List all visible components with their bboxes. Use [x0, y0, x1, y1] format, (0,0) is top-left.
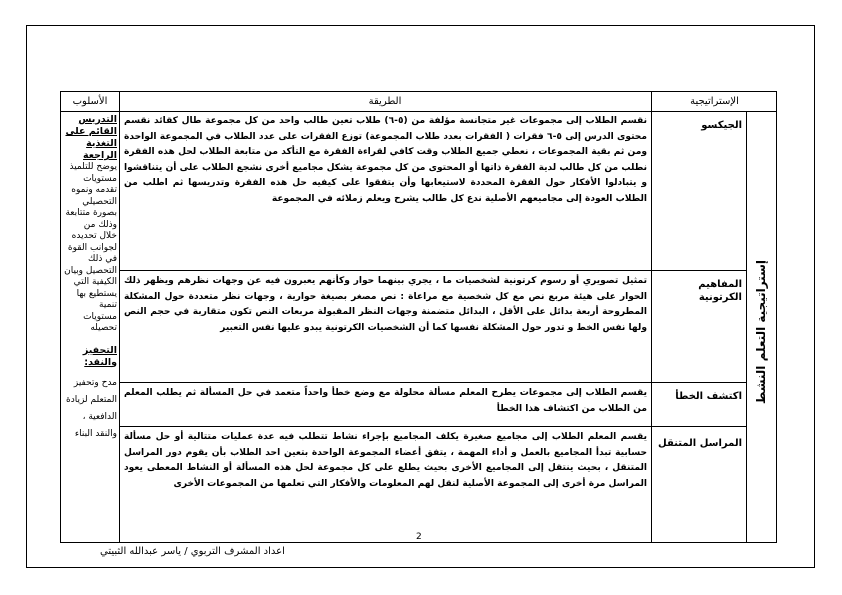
strategy-name-jigsaw: الجيكسو: [701, 120, 742, 131]
strategy-name-cartoon-concepts: المفاهيم الكرتونية: [698, 279, 742, 303]
page-number: 2: [416, 532, 422, 542]
strategy-table: [60, 91, 777, 543]
style-title-motivation: التحفيز والنقد:: [82, 344, 117, 368]
style-text-motivation: مدح وتحفيز المتعلم لزيادة الدافعية ، والنقد البناء: [65, 377, 117, 439]
style-text-feedback: يوضح للتلميذ مستويات تقدمه ونموه التحصيلي بصورة متتابعة وذلك من خلال تحديده لجوانب القوة في ذلك التحصيل وبيان الكيفية التي يستطيع بها تنمية مستويات تحصيله: [64, 162, 117, 333]
header-strategy: الإستراتيجية: [690, 96, 739, 107]
strategy-description-find-error: يقسم الطلاب إلى مجموعات يطرح المعلم مسألة محلولة مع وضع خطأ واحداً متعمد في حل المسألة ثم يطلب المعلم من الطلاب من اكتشاف هذا الخطأ: [124, 388, 647, 414]
strategy-description-cartoon-concepts: تمثيل تصويري أو رسوم كرتونية لشخصيات ما ، يجري بينهما حوار وكأنهم يعبرون فيه عن وجهات نظرهم ويظهر ذلك الحوار على هيئة مربع نص مع كل شخصية مع مراعاة : نص مصغر بصيغة حوارية ، وجهات نظر متعددة حول المشكلة المطروحة أربعة بدائل على الأقل ، البدائل متضمنة وجهات النظر المقبولة مربعات النص تكون متقاربة في حجم النص ولها نفس الخط و تدور حول المشكلة نفسها كما أن الشخصيات الكرتونية يبدو عليها نفس التعبير: [124, 276, 647, 333]
strategy-name-roaming-reporter: المراسل المتنقل: [658, 438, 742, 449]
row-divider: [119, 382, 746, 383]
column-divider: [119, 92, 120, 542]
column-divider: [746, 111, 747, 542]
style-column: [64, 114, 117, 443]
header-style: الأسلوب: [72, 96, 108, 107]
strategy-name-find-error: اكتشف الخطأ: [675, 391, 742, 402]
strategy-group-label: إستراتيجية التعلم النشط: [754, 259, 768, 405]
column-divider: [651, 92, 652, 542]
footer-author: اعداد المشرف التربوي / ياسر عبدالله الثبيتي: [100, 546, 285, 557]
row-divider: [119, 270, 746, 271]
strategy-description-roaming-reporter: يقسم المعلم الطلاب إلى مجاميع صغيرة يكلف المجاميع بإجراء نشاط تتطلب فيه عدة عمليات متتالية أو حل مسألة حسابية تبدأ المجاميع بالعمل و أداء المهمة ، يتفق أعضاء المجموعة الواحدة بتعين احد الطلاب بأن يقوم دور المراسل المتنقل ، بحيث ينتقل إلى المجاميع الأخرى بحيث يطلع على كل مجموعة لحل هذه المسألة أو النشاط المعطى يعود المراسل مرة أخرى إلى المجموعة الأصلية لنقل لهم المعلومات والأفكار التي تعلمها من المجموعات الأخرى: [124, 432, 647, 489]
strategy-description-jigsaw: نقسم الطلاب إلى مجموعات غير متجانسة مؤلفة من (٥-٦) طلاب تعين طالب واحد من كل مجموعة طال كقائد نقسم محتوى الدرس إلى ٥-٦ فقرات ( الفقرات بعدد طلاب المجموعة) توزع الفقرات على عدد الطلاب في المجموعة الواحدة ومن ثم بقية المجموعات ، نعطي جميع الطلاب وقت كافي لقراءة الفقرة مع التأكد من متابعة الطلاب لحل هذه الفقرة نطلب من كل طالب لدية الفقرة ذاتها أو المحتوى من كل مجموعة يشكل مجاميع أخرى نشجع الطلاب على أن يتناقشوا و يتبادلوا الأفكار حول الفقرة المحددة لاستيعابها وأن يتفقوا على كيفيه حل هذه الفقرة وتدريسها ثم اطلب من الطلاب العودة إلى مجاميعهم الأصلية ندع كل طالب يشرح ويعلم زملائه في المجموعة: [124, 116, 647, 204]
row-divider: [119, 426, 746, 427]
header-divider: [61, 111, 776, 112]
header-method: الطريقة: [368, 96, 402, 107]
style-title-feedback: التدريس القائم على التغذية الراجعة: [65, 114, 117, 161]
